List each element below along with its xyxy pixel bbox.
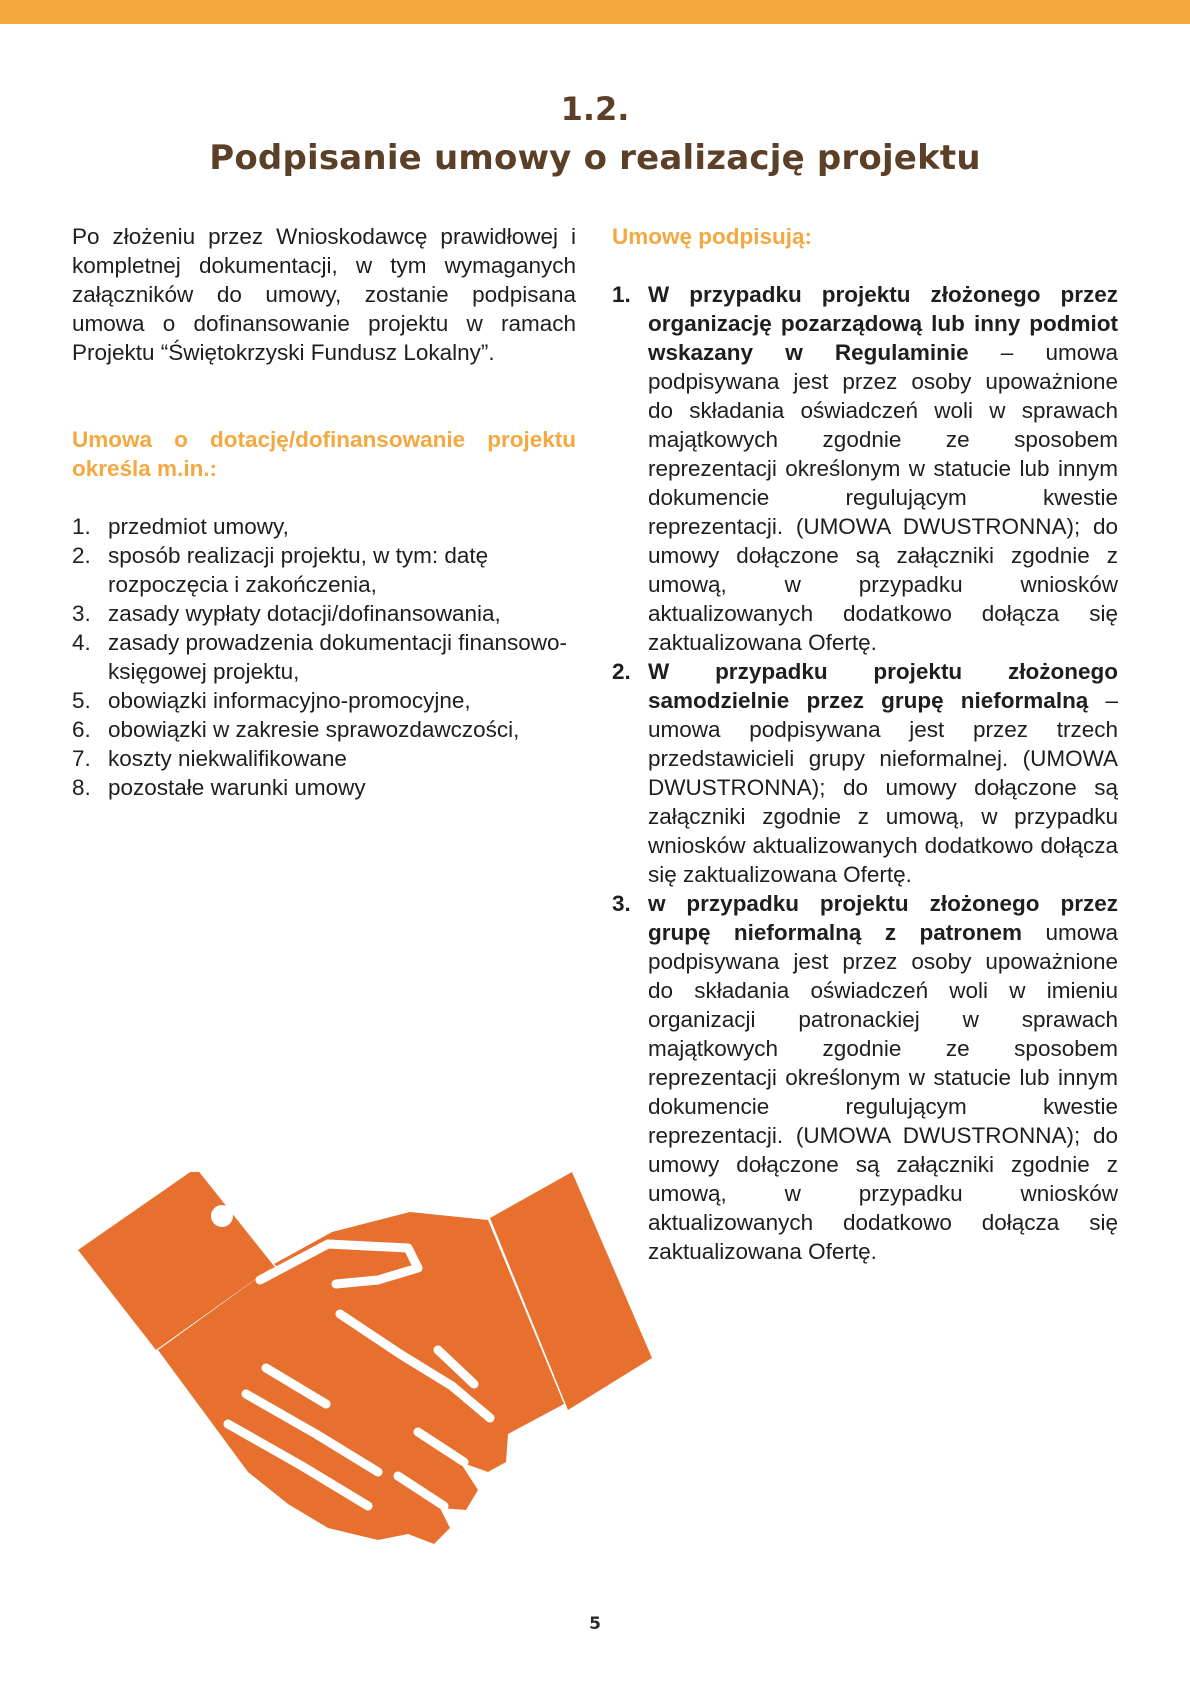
list-item <box>72 715 576 744</box>
contract-scope-list <box>72 512 576 802</box>
page-number: 5 <box>589 1614 601 1634</box>
list-item-text: obowiązki informacyjno-promocyjne, <box>108 688 471 713</box>
list-item <box>72 686 576 715</box>
list-item <box>72 744 576 773</box>
list-item <box>72 628 576 686</box>
signatories-list <box>612 280 1118 1266</box>
list-item <box>612 657 1118 889</box>
list-item <box>612 280 1118 657</box>
list-item-text: umowa podpisywana jest przez osoby upoważnione do składania oświadczeń woli w imieniu organizacji patronackiej w sprawach majątkowych zgodnie ze sposobem reprezentacji określonym w statucie lub innym dokumencie regulującym kwestie reprezentacji. (UMOWA DWUSTRONNA); do umowy dołączone są załączniki zgodnie z umową, w przypadku wniosków aktualizowanych dodatkowo dołącza się zaktualizowana Ofertę. <box>648 920 1118 1264</box>
list-item-text: obowiązki w zakresie sprawozdawczości, <box>108 717 520 742</box>
list-item <box>72 541 576 599</box>
list-item-number: 4. <box>72 630 91 655</box>
list-item <box>72 599 576 628</box>
top-accent-bar <box>0 0 1190 24</box>
list-item-number: 6. <box>72 717 91 742</box>
intro-paragraph: Po złożeniu przez Wnioskodawcę prawidłowej i kompletnej dokumentacji, w tym wymaganych załączników do umowy, zostanie podpisana umowa o dofinansowanie projektu w ramach Projektu “Świętokrzyski Fundusz Lokalny”. <box>72 224 576 365</box>
list-item-lead: w przypadku projektu złożonego przez grupę nieformalną z patronem <box>648 891 1118 945</box>
list-item-number: 1. <box>612 282 631 307</box>
signatories-subheading: Umowę podpisują: <box>612 224 813 249</box>
list-item-number: 7. <box>72 746 91 771</box>
list-item-number: 3. <box>612 891 631 916</box>
page-heading <box>0 86 1190 184</box>
list-item <box>72 773 576 802</box>
list-item-text: koszty niekwalifikowane <box>108 746 347 771</box>
list-item-lead: W przypadku projektu złożonego samodzielnie przez grupę nieformalną <box>648 659 1118 713</box>
list-item-text: zasady wypłaty dotacji/dofinansowania, <box>108 601 501 626</box>
list-item-text: pozostałe warunki umowy <box>108 775 366 800</box>
contract-scope-subheading: Umowa o dotację/dofinansowanie projektu określa m.in.: <box>72 427 576 481</box>
list-item-number: 3. <box>72 601 91 626</box>
list-item-lead: W przypadku projektu złożonego przez organizację pozarządową lub inny podmiot wskazany w Regulaminie <box>648 282 1118 365</box>
handshake-icon <box>78 1172 658 1552</box>
page-title: Podpisanie umowy o realizację projektu <box>209 138 981 178</box>
list-item <box>72 512 576 541</box>
section-number: 1.2. <box>560 90 630 128</box>
list-item-text: przedmiot umowy, <box>108 514 289 539</box>
list-item-text: zasady prowadzenia dokumentacji finansowo-księgowej projektu, <box>108 630 568 684</box>
list-item-text: – umowa podpisywana jest przez trzech przedstawicieli grupy nieformalnej. (UMOWA DWUSTRONNA); do umowy dołączone są załączniki zgodnie z umową, w przypadku wniosków aktualizowanych dodatkowo dołącza się zaktualizowana Ofertę. <box>648 688 1119 887</box>
left-column <box>72 222 576 802</box>
list-item-text: – umowa podpisywana jest przez osoby upoważnione do składania oświadczeń woli w sprawach majątkowych zgodnie ze sposobem reprezentacji określonym w statucie lub innym dokumencie regulującym kwestie reprezentacji. (UMOWA DWUSTRONNA); do umowy dołączone są załączniki zgodnie z umową, w przypadku wniosków aktualizowanych dodatkowo dołącza się zaktualizowana Ofertę. <box>648 340 1118 655</box>
list-item-number: 2. <box>612 659 631 684</box>
list-item-text: sposób realizacji projektu, w tym: datę rozpoczęcia i zakończenia, <box>108 543 489 597</box>
list-item <box>612 889 1118 1266</box>
list-item-number: 2. <box>72 543 91 568</box>
list-item-number: 5. <box>72 688 91 713</box>
right-column <box>612 222 1118 1266</box>
list-item-number: 8. <box>72 775 91 800</box>
list-item-number: 1. <box>72 514 91 539</box>
